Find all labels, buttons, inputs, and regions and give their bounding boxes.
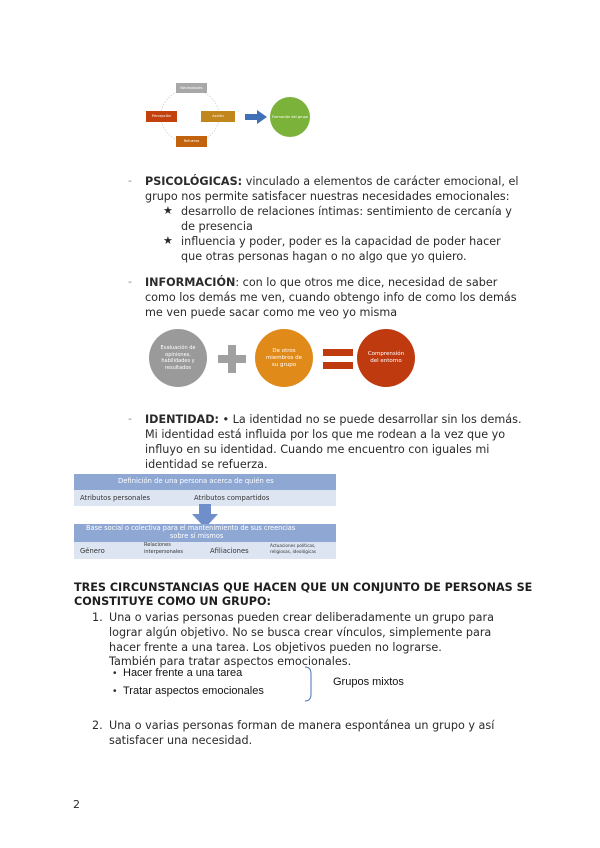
psicologicas-line2: grupo nos permite satisfacer nuestras necesidades emocionales: xyxy=(145,190,510,203)
equation-circle-otros: De otros miembros de su grupo xyxy=(255,329,313,387)
equation-circle-evaluacion: Evaluación de opiniones, habilidades y resultados xyxy=(149,329,207,387)
equation-diagram xyxy=(145,327,415,389)
table-cell-actuaciones: Actuaciones políticas, religiosas, ideológicas xyxy=(270,543,317,554)
tres-item1-number: 1. xyxy=(92,611,103,624)
identidad-line2: Mi identidad está influida por los que me rodean a la vez que yo xyxy=(145,428,506,441)
page-number: 2 xyxy=(73,798,80,811)
table-cell-atributos-personales: Atributos personales xyxy=(80,494,151,502)
tres-item1-line2: lograr algún objetivo. No se busca crear vínculos, simplemente para xyxy=(109,626,492,639)
table-cell-relaciones: Relaciones interpersonales xyxy=(144,542,183,555)
identity-table xyxy=(74,474,336,560)
bullet-dash: - xyxy=(128,174,132,187)
cycle-arrow-icon xyxy=(245,110,267,124)
tres-sub2: Tratar aspectos emocionales xyxy=(123,685,264,697)
tres-heading-line1: TRES CIRCUNSTANCIAS QUE HACEN QUE UN CONJUNTO DE PERSONAS SE xyxy=(74,581,533,594)
table-cell-genero: Género xyxy=(80,547,105,555)
cycle-left-box: Percepción xyxy=(146,111,177,122)
sub-bullet-dot: • xyxy=(113,668,117,679)
bullet-dash: - xyxy=(128,275,132,288)
table-cell-atributos-compartidos: Atributos compartidos xyxy=(194,494,270,502)
psicologicas-line1 xyxy=(145,174,565,189)
identidad-title: IDENTIDAD: xyxy=(145,413,219,426)
bullet-dash: - xyxy=(128,412,132,425)
table-header-1-text: Definición de una persona acerca de quién es xyxy=(118,477,274,485)
informacion-line1 xyxy=(145,275,565,290)
cycle-result-circle: Formación del grupo xyxy=(270,97,310,137)
equals-icon xyxy=(323,347,353,371)
sub-bullet-dot: • xyxy=(113,686,117,697)
star-icon: ★ xyxy=(163,204,173,217)
tres-item2-line2: satisfacer una necesidad. xyxy=(109,734,253,747)
tres-item1-line1: Una o varias personas pueden crear deliberadamente un grupo para xyxy=(109,611,494,624)
bracket-label: Grupos mixtos xyxy=(333,676,404,688)
cycle-bottom-box: Refuerzo xyxy=(176,136,207,147)
table-cell-afiliaciones: Afiliaciones xyxy=(210,547,249,555)
psicologicas-bullet2-line2: que otras personas hagan o no algo que yo quiero. xyxy=(181,250,467,263)
cycle-diagram xyxy=(140,78,340,158)
psicologicas-bullet1-line2: de presencia xyxy=(181,220,253,233)
equation-circle-comprension: Comprensión del entorno xyxy=(357,329,415,387)
identidad-line3: influyo en su identidad. Cuando me encuentro con iguales mi xyxy=(145,443,490,456)
psicologicas-bullet2-line1: influencia y poder, poder es la capacidad de poder hacer xyxy=(181,235,501,248)
plus-icon xyxy=(218,345,246,373)
psicologicas-text1: vinculado a elementos de carácter emocional, el xyxy=(242,175,519,188)
identidad-line4: identidad se refuerza. xyxy=(145,458,268,471)
table-header-2-line1: Base social o colectiva para el mantenimiento de sus creencias xyxy=(86,524,296,532)
informacion-title: INFORMACIÓN xyxy=(145,276,236,289)
psicologicas-bullet1-line1: desarrollo de relaciones íntimas: sentimiento de cercanía y xyxy=(181,205,512,218)
identidad-line1 xyxy=(145,412,565,427)
informacion-text1: : con lo que otros me dice, necesidad de saber xyxy=(235,276,498,289)
tres-heading-line2: CONSTITUYE COMO UN GRUPO: xyxy=(74,595,271,608)
psicologicas-title: PSICOLÓGICAS: xyxy=(145,175,243,188)
bracket-icon xyxy=(303,666,315,702)
tres-item2-line1: Una o varias personas forman de manera espontánea un grupo y así xyxy=(109,719,495,732)
cycle-center-box: Acción xyxy=(201,111,235,122)
star-icon: ★ xyxy=(163,234,173,247)
informacion-line3: me ven puede sacar como me veo yo misma xyxy=(145,306,398,319)
table-header-2-line2: sobre sí mismos xyxy=(170,532,224,540)
cycle-top-box: Necesidades xyxy=(176,83,207,93)
tres-item2-number: 2. xyxy=(92,719,103,732)
informacion-line2: como los demás me ven, cuando obtengo info de como los demás xyxy=(145,291,517,304)
identidad-text1: • La identidad no se puede desarrollar sin los demás. xyxy=(218,413,522,426)
tres-sub1: Hacer frente a una tarea xyxy=(123,667,243,679)
tres-item1-line4: También para tratar aspectos emocionales. xyxy=(109,655,352,668)
tres-item1-line3: hacer frente a una tarea. Los objetivos pueden no lograrse. xyxy=(109,641,442,654)
